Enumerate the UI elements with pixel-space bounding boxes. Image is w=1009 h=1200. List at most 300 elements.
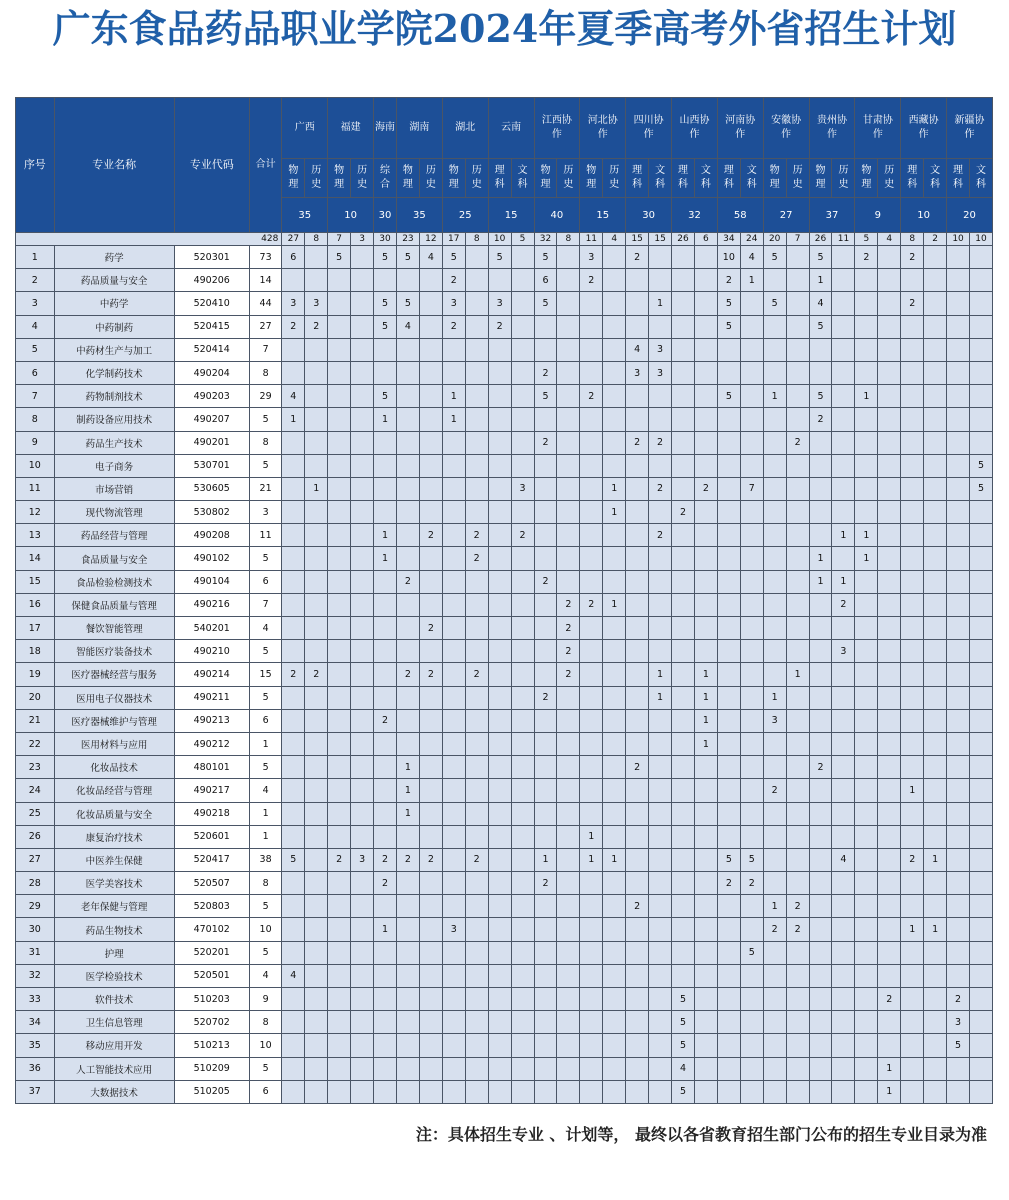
quota-cell xyxy=(534,338,557,361)
quota-cell xyxy=(970,269,993,292)
quota-cell xyxy=(442,756,465,779)
major-code: 520410 xyxy=(174,292,249,315)
quota-cell xyxy=(717,361,740,384)
quota-cell xyxy=(901,408,924,431)
quota-cell xyxy=(557,872,580,895)
quota-cell xyxy=(672,269,695,292)
quota-cell xyxy=(694,1057,717,1080)
quota-cell: 2 xyxy=(465,663,488,686)
major-code: 520501 xyxy=(174,964,249,987)
quota-cell xyxy=(717,756,740,779)
quota-cell xyxy=(396,408,419,431)
quota-cell xyxy=(396,825,419,848)
quota-cell xyxy=(924,779,947,802)
major-name: 药品质量与安全 xyxy=(54,269,174,292)
quota-cell xyxy=(649,756,672,779)
major-total: 5 xyxy=(249,941,282,964)
subject-total: 15 xyxy=(649,233,672,246)
quota-cell xyxy=(901,1011,924,1034)
quota-cell xyxy=(374,269,397,292)
quota-cell xyxy=(603,547,626,570)
quota-cell xyxy=(947,246,970,269)
quota-cell xyxy=(305,1034,328,1057)
quota-cell: 5 xyxy=(534,246,557,269)
quota-cell: 5 xyxy=(717,385,740,408)
subject-total: 5 xyxy=(511,233,534,246)
quota-cell xyxy=(855,501,878,524)
major-total: 1 xyxy=(249,825,282,848)
quota-cell: 1 xyxy=(924,848,947,871)
quota-cell xyxy=(442,941,465,964)
major-total: 1 xyxy=(249,802,282,825)
province-name: 江西协 作 xyxy=(534,98,580,159)
quota-cell xyxy=(970,385,993,408)
subject-total: 24 xyxy=(740,233,763,246)
quota-cell xyxy=(809,1034,832,1057)
quota-cell xyxy=(442,1080,465,1103)
quota-cell xyxy=(603,872,626,895)
quota-cell xyxy=(488,431,511,454)
quota-cell xyxy=(832,663,855,686)
quota-cell xyxy=(534,964,557,987)
quota-cell xyxy=(511,709,534,732)
quota-cell xyxy=(282,1080,305,1103)
quota-cell xyxy=(626,1011,649,1034)
quota-cell xyxy=(442,1034,465,1057)
quota-cell xyxy=(465,825,488,848)
quota-cell xyxy=(305,686,328,709)
subject-label: 历 史 xyxy=(832,159,855,198)
quota-cell xyxy=(465,431,488,454)
quota-cell xyxy=(786,617,809,640)
subject-total: 15 xyxy=(626,233,649,246)
quota-cell xyxy=(305,848,328,871)
quota-cell xyxy=(947,408,970,431)
quota-cell xyxy=(717,825,740,848)
province-name: 安徽协 作 xyxy=(763,98,809,159)
quota-cell xyxy=(649,732,672,755)
quota-cell xyxy=(465,1057,488,1080)
quota-cell xyxy=(855,663,878,686)
quota-cell xyxy=(832,779,855,802)
province-total: 35 xyxy=(282,198,328,233)
quota-cell xyxy=(740,756,763,779)
quota-cell xyxy=(855,338,878,361)
quota-cell xyxy=(947,663,970,686)
quota-cell xyxy=(328,524,351,547)
quota-cell xyxy=(511,617,534,640)
quota-cell xyxy=(396,269,419,292)
quota-cell: 4 xyxy=(396,315,419,338)
province-name: 湖北 xyxy=(442,98,488,159)
quota-cell: 1 xyxy=(649,663,672,686)
quota-cell xyxy=(305,269,328,292)
quota-cell xyxy=(374,361,397,384)
quota-cell xyxy=(763,570,786,593)
quota-cell xyxy=(809,779,832,802)
subject-label: 文 科 xyxy=(511,159,534,198)
quota-cell xyxy=(832,918,855,941)
quota-cell xyxy=(603,663,626,686)
subject-total: 7 xyxy=(328,233,351,246)
quota-cell xyxy=(351,964,374,987)
quota-cell xyxy=(786,1057,809,1080)
quota-cell xyxy=(465,895,488,918)
quota-cell xyxy=(970,570,993,593)
quota-cell xyxy=(351,756,374,779)
subject-total: 7 xyxy=(786,233,809,246)
major-code: 520417 xyxy=(174,848,249,871)
quota-cell: 4 xyxy=(419,246,442,269)
quota-cell xyxy=(557,895,580,918)
row-number: 19 xyxy=(16,663,55,686)
quota-cell: 2 xyxy=(740,872,763,895)
table-row xyxy=(16,361,993,384)
quota-cell xyxy=(763,547,786,570)
subject-label: 理 科 xyxy=(901,159,924,198)
quota-cell: 5 xyxy=(763,292,786,315)
quota-cell xyxy=(855,640,878,663)
quota-cell xyxy=(947,895,970,918)
quota-cell xyxy=(603,686,626,709)
quota-cell xyxy=(488,408,511,431)
quota-cell xyxy=(717,640,740,663)
quota-cell xyxy=(328,385,351,408)
quota-cell xyxy=(809,663,832,686)
subject-total: 6 xyxy=(694,233,717,246)
quota-cell: 2 xyxy=(419,524,442,547)
quota-cell: 1 xyxy=(878,1080,901,1103)
quota-cell: 3 xyxy=(763,709,786,732)
quota-cell xyxy=(694,269,717,292)
quota-cell xyxy=(901,524,924,547)
quota-cell: 3 xyxy=(947,1011,970,1034)
row-number: 7 xyxy=(16,385,55,408)
row-number: 3 xyxy=(16,292,55,315)
quota-cell xyxy=(465,570,488,593)
quota-cell: 1 xyxy=(694,732,717,755)
table-row xyxy=(16,454,993,477)
quota-cell xyxy=(855,1011,878,1034)
quota-cell xyxy=(442,640,465,663)
quota-cell xyxy=(970,988,993,1011)
quota-cell xyxy=(970,640,993,663)
quota-cell xyxy=(672,593,695,616)
quota-cell xyxy=(580,1057,603,1080)
row-number: 10 xyxy=(16,454,55,477)
quota-cell xyxy=(396,547,419,570)
quota-cell xyxy=(649,1011,672,1034)
quota-cell xyxy=(305,246,328,269)
quota-cell xyxy=(282,501,305,524)
major-total: 9 xyxy=(249,988,282,1011)
quota-cell xyxy=(511,292,534,315)
quota-cell xyxy=(924,941,947,964)
quota-cell xyxy=(832,872,855,895)
subject-label: 理 科 xyxy=(488,159,511,198)
subject-total: 12 xyxy=(419,233,442,246)
quota-cell xyxy=(947,570,970,593)
quota-cell xyxy=(924,292,947,315)
major-total: 10 xyxy=(249,918,282,941)
province-name: 河北协 作 xyxy=(580,98,626,159)
quota-cell: 4 xyxy=(740,246,763,269)
quota-cell xyxy=(419,802,442,825)
quota-cell xyxy=(626,802,649,825)
quota-cell xyxy=(351,1011,374,1034)
quota-cell: 5 xyxy=(534,292,557,315)
quota-cell xyxy=(534,825,557,848)
province-total: 30 xyxy=(626,198,672,233)
quota-cell xyxy=(924,454,947,477)
quota-cell xyxy=(580,361,603,384)
quota-cell xyxy=(878,617,901,640)
quota-cell xyxy=(282,1034,305,1057)
quota-cell xyxy=(282,338,305,361)
quota-cell xyxy=(672,802,695,825)
quota-cell xyxy=(488,524,511,547)
quota-cell: 1 xyxy=(809,570,832,593)
quota-cell xyxy=(488,756,511,779)
quota-cell: 1 xyxy=(282,408,305,431)
quota-cell: 3 xyxy=(649,338,672,361)
subject-label: 文 科 xyxy=(740,159,763,198)
subject-label: 文 科 xyxy=(970,159,993,198)
major-total: 7 xyxy=(249,593,282,616)
quota-cell: 1 xyxy=(763,686,786,709)
quota-cell xyxy=(763,1080,786,1103)
quota-cell: 1 xyxy=(855,547,878,570)
quota-cell xyxy=(878,385,901,408)
quota-cell xyxy=(649,570,672,593)
major-total: 4 xyxy=(249,617,282,640)
quota-cell: 3 xyxy=(626,361,649,384)
quota-cell xyxy=(717,918,740,941)
quota-cell xyxy=(832,895,855,918)
quota-cell xyxy=(626,1080,649,1103)
quota-cell xyxy=(603,895,626,918)
quota-cell xyxy=(305,895,328,918)
quota-cell xyxy=(649,1034,672,1057)
province-total: 35 xyxy=(396,198,442,233)
quota-cell xyxy=(763,640,786,663)
quota-cell xyxy=(924,709,947,732)
quota-cell: 2 xyxy=(419,663,442,686)
major-name: 药品经营与管理 xyxy=(54,524,174,547)
quota-cell: 1 xyxy=(694,663,717,686)
quota-cell xyxy=(282,524,305,547)
quota-cell: 1 xyxy=(442,385,465,408)
quota-cell: 1 xyxy=(832,570,855,593)
quota-cell xyxy=(511,802,534,825)
quota-cell xyxy=(855,361,878,384)
quota-cell xyxy=(970,431,993,454)
major-name: 医疗器械经营与服务 xyxy=(54,663,174,686)
subject-total: 32 xyxy=(534,233,557,246)
table-row xyxy=(16,918,993,941)
row-number: 8 xyxy=(16,408,55,431)
major-name: 药学 xyxy=(54,246,174,269)
quota-cell xyxy=(947,315,970,338)
quota-cell: 2 xyxy=(488,315,511,338)
quota-cell xyxy=(351,779,374,802)
quota-cell xyxy=(374,825,397,848)
subject-label: 物 理 xyxy=(282,159,305,198)
quota-cell xyxy=(763,269,786,292)
table-row xyxy=(16,802,993,825)
major-name: 智能医疗装备技术 xyxy=(54,640,174,663)
quota-cell: 2 xyxy=(717,872,740,895)
quota-cell xyxy=(465,385,488,408)
quota-cell xyxy=(282,640,305,663)
quota-cell xyxy=(419,872,442,895)
quota-cell xyxy=(511,593,534,616)
major-total: 5 xyxy=(249,895,282,918)
quota-cell xyxy=(740,617,763,640)
quota-cell xyxy=(649,918,672,941)
quota-cell xyxy=(488,570,511,593)
quota-cell xyxy=(878,315,901,338)
quota-cell xyxy=(832,338,855,361)
quota-cell: 1 xyxy=(603,848,626,871)
major-name: 中医养生保健 xyxy=(54,848,174,871)
quota-cell: 2 xyxy=(626,246,649,269)
quota-cell xyxy=(580,501,603,524)
quota-cell xyxy=(328,477,351,500)
quota-cell xyxy=(626,640,649,663)
quota-cell: 5 xyxy=(488,246,511,269)
quota-cell xyxy=(465,292,488,315)
quota-cell xyxy=(626,617,649,640)
quota-cell xyxy=(442,872,465,895)
quota-cell xyxy=(374,1080,397,1103)
quota-cell xyxy=(488,1034,511,1057)
quota-cell xyxy=(924,617,947,640)
major-name: 化妆品质量与安全 xyxy=(54,802,174,825)
major-total: 38 xyxy=(249,848,282,871)
quota-cell xyxy=(809,709,832,732)
quota-cell: 5 xyxy=(970,477,993,500)
major-code: 490206 xyxy=(174,269,249,292)
quota-cell xyxy=(396,524,419,547)
quota-cell xyxy=(557,802,580,825)
quota-cell xyxy=(740,988,763,1011)
quota-cell xyxy=(832,315,855,338)
quota-cell xyxy=(947,454,970,477)
quota-cell xyxy=(763,1057,786,1080)
major-name: 中药制药 xyxy=(54,315,174,338)
quota-cell xyxy=(328,686,351,709)
quota-cell xyxy=(328,732,351,755)
major-code: 520601 xyxy=(174,825,249,848)
quota-cell xyxy=(374,756,397,779)
quota-cell xyxy=(351,1057,374,1080)
quota-cell xyxy=(763,1034,786,1057)
quota-cell xyxy=(878,1034,901,1057)
quota-cell xyxy=(786,686,809,709)
quota-cell xyxy=(901,825,924,848)
quota-cell xyxy=(740,802,763,825)
major-code: 490216 xyxy=(174,593,249,616)
quota-cell xyxy=(396,640,419,663)
quota-cell xyxy=(878,872,901,895)
quota-cell xyxy=(305,501,328,524)
quota-cell xyxy=(511,756,534,779)
quota-cell xyxy=(786,570,809,593)
quota-cell xyxy=(419,941,442,964)
quota-cell xyxy=(465,269,488,292)
quota-cell xyxy=(786,802,809,825)
major-total: 14 xyxy=(249,269,282,292)
subject-label: 理 科 xyxy=(717,159,740,198)
quota-cell: 1 xyxy=(694,709,717,732)
quota-cell xyxy=(855,895,878,918)
quota-cell xyxy=(924,825,947,848)
quota-cell xyxy=(786,501,809,524)
quota-cell xyxy=(511,663,534,686)
quota-cell: 5 xyxy=(328,246,351,269)
quota-cell xyxy=(396,988,419,1011)
quota-cell xyxy=(649,1057,672,1080)
major-code: 520702 xyxy=(174,1011,249,1034)
quota-cell xyxy=(763,988,786,1011)
major-name: 药品生物技术 xyxy=(54,918,174,941)
quota-cell xyxy=(626,848,649,871)
quota-cell xyxy=(488,872,511,895)
quota-cell xyxy=(694,918,717,941)
quota-cell xyxy=(672,385,695,408)
quota-cell: 1 xyxy=(901,779,924,802)
major-name: 软件技术 xyxy=(54,988,174,1011)
quota-cell xyxy=(924,593,947,616)
row-number: 32 xyxy=(16,964,55,987)
row-number: 20 xyxy=(16,686,55,709)
quota-cell xyxy=(557,431,580,454)
quota-cell xyxy=(878,779,901,802)
quota-cell: 1 xyxy=(832,524,855,547)
quota-cell xyxy=(809,361,832,384)
quota-cell xyxy=(901,385,924,408)
quota-cell xyxy=(511,895,534,918)
quota-cell xyxy=(947,385,970,408)
quota-cell xyxy=(672,315,695,338)
quota-cell: 5 xyxy=(717,292,740,315)
subject-total: 11 xyxy=(832,233,855,246)
quota-cell xyxy=(374,640,397,663)
quota-cell xyxy=(901,501,924,524)
major-total: 4 xyxy=(249,779,282,802)
quota-cell xyxy=(488,686,511,709)
quota-cell xyxy=(832,617,855,640)
quota-cell: 5 xyxy=(740,941,763,964)
quota-cell xyxy=(511,732,534,755)
quota-cell xyxy=(465,709,488,732)
quota-cell xyxy=(924,246,947,269)
quota-cell xyxy=(970,1057,993,1080)
quota-cell xyxy=(626,988,649,1011)
quota-cell: 1 xyxy=(855,524,878,547)
quota-cell xyxy=(465,686,488,709)
quota-cell xyxy=(878,964,901,987)
quota-cell xyxy=(465,617,488,640)
quota-cell xyxy=(649,617,672,640)
major-total: 7 xyxy=(249,338,282,361)
quota-cell xyxy=(603,825,626,848)
quota-cell: 2 xyxy=(694,477,717,500)
subject-total: 11 xyxy=(580,233,603,246)
quota-cell xyxy=(396,709,419,732)
quota-cell xyxy=(626,524,649,547)
